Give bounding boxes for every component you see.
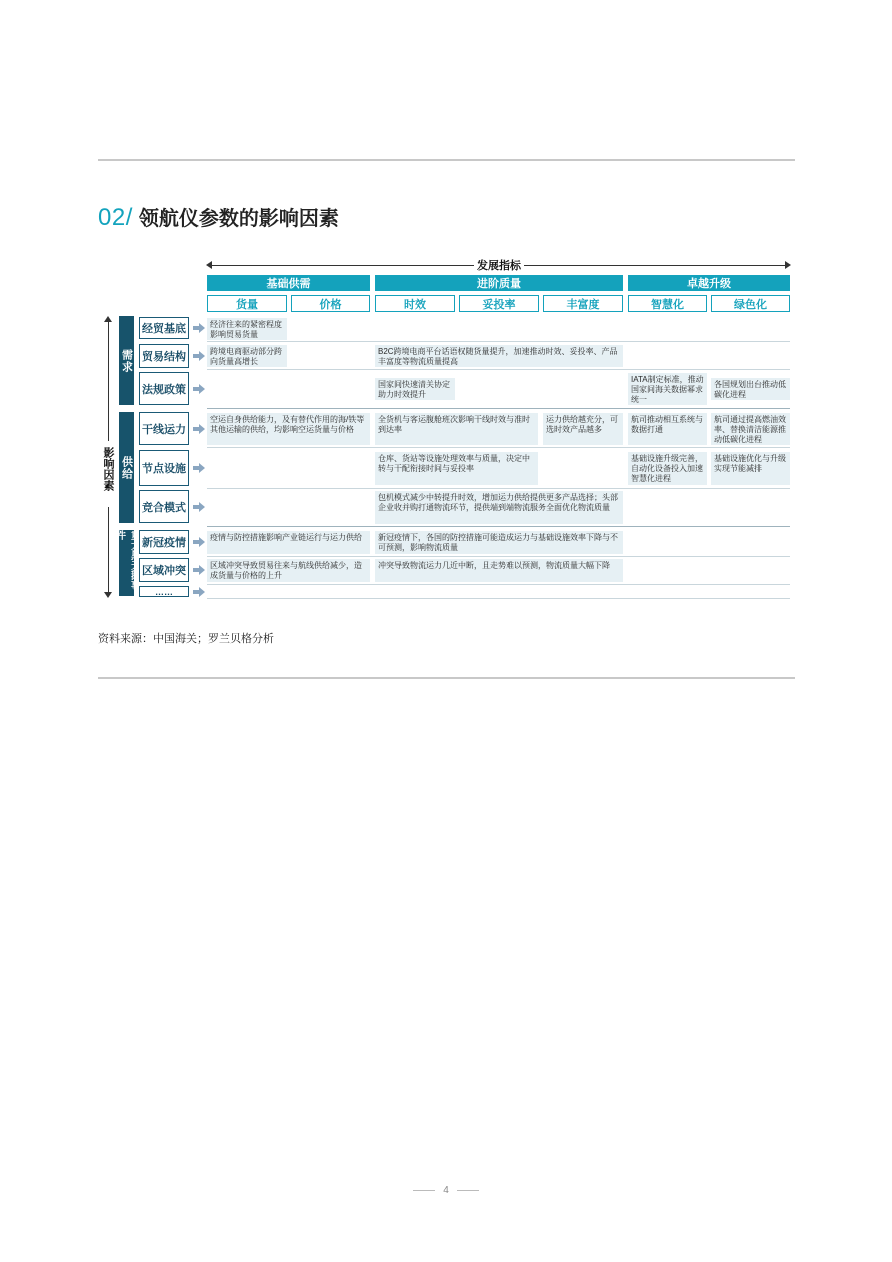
cell-trade-structure-volume: 跨境电商驱动部分跨向货量高增长	[207, 345, 287, 367]
row-arrow-icon	[193, 424, 205, 434]
sub-price: 价格	[291, 295, 370, 312]
sub-green: 绿色化	[711, 295, 790, 312]
row-label-competition: 竞合模式	[139, 490, 189, 523]
cell-trunk-supply: 空运自身供给能力，及有替代作用的海/铁等其他运输的供给，均影响空运货量与价格	[207, 413, 370, 445]
footer-line-left	[413, 1190, 435, 1191]
cell-conflict-supply: 区域冲突导致贸易往来与航线供给减少，造成货量与价格的上升	[207, 559, 370, 582]
category-basic: 基础供需	[207, 275, 370, 291]
cell-node-smart: 基础设施升级完善，自动化设备投入加速智慧化进程	[628, 452, 707, 485]
row-label-more: ……	[139, 586, 189, 597]
group-separator	[207, 526, 790, 527]
cell-trunk-timeliness: 全货机与客运腹舱班次影响干线时效与准时到达率	[375, 413, 538, 445]
row-separator	[207, 447, 790, 448]
factor-axis-line-top	[108, 321, 109, 441]
group-supply: 供给	[119, 412, 134, 523]
row-separator	[207, 598, 790, 599]
cell-regulation-timeliness: 国家间快速清关协定助力时效提升	[375, 378, 455, 400]
row-separator	[207, 369, 790, 370]
arrow-right-icon	[785, 261, 791, 269]
group-demand: 需求	[119, 316, 134, 405]
page-number: 4	[443, 1185, 449, 1196]
cell-trade-base-volume: 经济往来的紧密程度影响贸易货量	[207, 318, 287, 340]
sub-timeliness: 时效	[375, 295, 455, 312]
cell-node-green: 基础设施优化与升级实现节能减排	[711, 452, 790, 485]
row-arrow-icon	[193, 587, 205, 597]
cell-covid-quality: 新冠疫情下，各国的防控措施可能造成运力与基础设施效率下降与不可预测，影响物流质量	[375, 531, 623, 554]
row-label-node-facilities: 节点设施	[139, 450, 189, 486]
row-label-covid: 新冠疫情	[139, 530, 189, 554]
section-heading: 领航仪参数的影响因素	[138, 208, 339, 230]
row-label-trade-base: 经贸基底	[139, 317, 189, 339]
cell-regulation-green: 各国规划出台推动低碳化进程	[711, 378, 790, 400]
row-separator	[207, 488, 790, 489]
factor-axis-line-bottom	[108, 507, 109, 593]
row-arrow-icon	[193, 351, 205, 361]
group-black-swan: 重大黑天鹅事件	[119, 530, 134, 596]
footer-line-right	[457, 1190, 479, 1191]
row-arrow-icon	[193, 463, 205, 473]
group-separator	[207, 408, 790, 409]
sub-richness: 丰富度	[543, 295, 623, 312]
row-arrow-icon	[193, 323, 205, 333]
sub-volume: 货量	[207, 295, 287, 312]
row-label-regional-conflict: 区域冲突	[139, 558, 189, 582]
row-label-regulation: 法规政策	[139, 372, 189, 405]
category-excellence: 卓越升级	[628, 275, 790, 291]
row-separator	[207, 584, 790, 585]
bottom-divider	[98, 677, 795, 679]
section-title	[98, 202, 339, 232]
cell-node-quality: 仓库、货站等设施处理效率与质量，决定中转与干配衔接时间与妥投率	[375, 452, 538, 485]
row-label-trade-structure: 贸易结构	[139, 344, 189, 368]
cell-competition-quality: 包机模式减少中转提升时效，增加运力供给提供更多产品选择；头部企业收并购打通物流环节，提供端到端物流服务全面优化物流质量	[375, 491, 623, 524]
cell-trunk-richness: 运力供给越充分，可选时效产品越多	[543, 413, 623, 445]
row-arrow-icon	[193, 565, 205, 575]
cell-trade-structure-quality: B2C跨境电商平台话语权随货量提升，加速推动时效、妥投率、产品丰富度等物流质量提高	[375, 345, 623, 367]
category-advanced: 进阶质量	[375, 275, 623, 291]
sub-delivery-rate: 妥投率	[459, 295, 539, 312]
row-arrow-icon	[193, 537, 205, 547]
sub-smart: 智慧化	[628, 295, 707, 312]
source-note: 资料来源：中国海关；罗兰贝格分析	[98, 633, 274, 645]
cell-regulation-smart: IATA制定标准，推动国家间海关数据幂求统一	[628, 373, 707, 405]
cell-trunk-green: 航司通过提高燃油效率、替换清洁能源推动低碳化进程	[711, 413, 790, 445]
page-footer	[0, 1185, 892, 1196]
cell-conflict-quality: 冲突导致物流运力几近中断，且走势难以预测，物流质量大幅下降	[375, 559, 623, 582]
factor-axis-label: 影响因素	[102, 447, 114, 491]
row-arrow-icon	[193, 384, 205, 394]
top-divider	[98, 159, 795, 161]
cell-trunk-smart: 航司推动相互系统与数据打通	[628, 413, 707, 445]
cell-covid-supply: 疫情与防控措施影响产业链运行与运力供给	[207, 531, 370, 554]
row-separator	[207, 556, 790, 557]
dev-indicator-label: 发展指标	[474, 257, 524, 273]
row-arrow-icon	[193, 502, 205, 512]
section-number: 02/	[98, 204, 133, 231]
row-separator	[207, 341, 790, 342]
row-label-trunk-capacity: 干线运力	[139, 412, 189, 445]
